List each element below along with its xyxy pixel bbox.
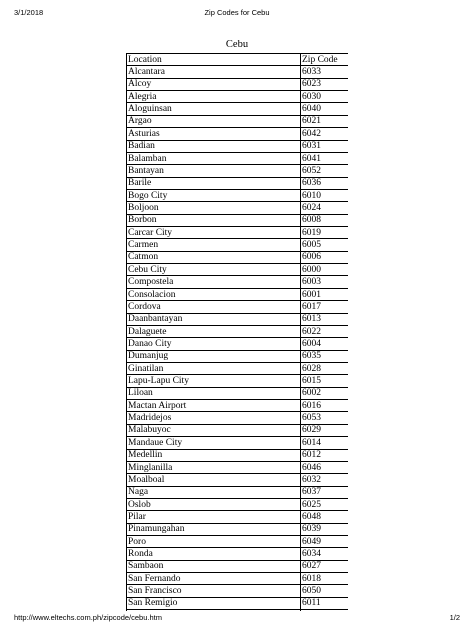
zip-code-cell xyxy=(301,610,349,611)
location-cell: San Fernando xyxy=(127,573,301,585)
zip-code-cell: 6029 xyxy=(301,424,349,436)
table-row xyxy=(127,449,349,461)
table-row xyxy=(127,239,349,251)
location-cell: Alegria xyxy=(127,91,301,103)
location-cell: Carmen xyxy=(127,239,301,251)
table-row xyxy=(127,498,349,510)
table-row xyxy=(127,115,349,127)
zip-code-cell: 6037 xyxy=(301,486,349,498)
location-cell: Lapu-Lapu City xyxy=(127,375,301,387)
table-body xyxy=(127,66,349,611)
location-cell: Boljoon xyxy=(127,202,301,214)
location-cell: Alcoy xyxy=(127,78,301,90)
zip-code-cell: 6019 xyxy=(301,227,349,239)
table-row xyxy=(127,486,349,498)
zip-code-cell: 6014 xyxy=(301,437,349,449)
table-row xyxy=(127,412,349,424)
location-cell: Consolacion xyxy=(127,288,301,300)
table-row xyxy=(127,424,349,436)
zip-code-cell: 6040 xyxy=(301,103,349,115)
zip-code-cell: 6018 xyxy=(301,573,349,585)
column-header-zip-code: Zip Code xyxy=(301,54,349,66)
table-row xyxy=(127,103,349,115)
location-cell: Minglanilla xyxy=(127,461,301,473)
location-cell xyxy=(127,610,301,611)
table-row xyxy=(127,227,349,239)
location-cell: Barile xyxy=(127,177,301,189)
zip-code-table-container xyxy=(126,53,348,611)
location-cell: Aloguinsan xyxy=(127,103,301,115)
location-cell: Liloan xyxy=(127,387,301,399)
zip-code-cell: 6049 xyxy=(301,536,349,548)
location-cell: Cebu City xyxy=(127,264,301,276)
location-cell: Sambaon xyxy=(127,560,301,572)
zip-code-cell: 6013 xyxy=(301,313,349,325)
table-row xyxy=(127,177,349,189)
location-cell: Medellin xyxy=(127,449,301,461)
zip-code-cell: 6023 xyxy=(301,78,349,90)
location-cell: Bogo City xyxy=(127,189,301,201)
location-cell: San Remigio xyxy=(127,597,301,609)
zip-code-cell: 6002 xyxy=(301,387,349,399)
table-row xyxy=(127,251,349,263)
table-row xyxy=(127,474,349,486)
table-row xyxy=(127,313,349,325)
table-row xyxy=(127,597,349,609)
print-footer-url: http://www.eltechs.com.ph/zipcode/cebu.htm xyxy=(14,613,162,622)
page-title: Cebu xyxy=(225,39,249,50)
zip-code-cell: 6041 xyxy=(301,152,349,164)
location-cell: Argao xyxy=(127,115,301,127)
zip-code-cell: 6000 xyxy=(301,264,349,276)
location-cell: Badian xyxy=(127,140,301,152)
table-row xyxy=(127,66,349,78)
zip-code-cell: 6039 xyxy=(301,523,349,535)
table-row xyxy=(127,338,349,350)
table-row xyxy=(127,140,349,152)
location-cell: Borbon xyxy=(127,214,301,226)
location-cell: Bantayan xyxy=(127,165,301,177)
table-row xyxy=(127,301,349,313)
table-header-row xyxy=(127,54,349,66)
table-row xyxy=(127,362,349,374)
zip-code-cell: 6025 xyxy=(301,498,349,510)
zip-code-cell: 6028 xyxy=(301,362,349,374)
location-cell: Naga xyxy=(127,486,301,498)
table-row xyxy=(127,165,349,177)
table-row xyxy=(127,152,349,164)
location-cell: Alcantara xyxy=(127,66,301,78)
location-cell: Moalboal xyxy=(127,474,301,486)
zip-code-cell: 6034 xyxy=(301,548,349,560)
zip-code-cell: 6035 xyxy=(301,350,349,362)
table-row xyxy=(127,536,349,548)
zip-code-cell: 6053 xyxy=(301,412,349,424)
zip-code-cell: 6004 xyxy=(301,338,349,350)
table-row xyxy=(127,276,349,288)
table-row xyxy=(127,573,349,585)
zip-code-cell: 6031 xyxy=(301,140,349,152)
zip-code-cell: 6042 xyxy=(301,128,349,140)
zip-code-cell: 6017 xyxy=(301,301,349,313)
zip-code-cell: 6022 xyxy=(301,325,349,337)
location-cell: Carcar City xyxy=(127,227,301,239)
table-row xyxy=(127,610,349,611)
zip-code-cell: 6021 xyxy=(301,115,349,127)
location-cell: Ginatilan xyxy=(127,362,301,374)
table-row xyxy=(127,400,349,412)
location-cell: Madridejos xyxy=(127,412,301,424)
table-row xyxy=(127,202,349,214)
location-cell: Mandaue City xyxy=(127,437,301,449)
table-row xyxy=(127,375,349,387)
location-cell: Balamban xyxy=(127,152,301,164)
zip-code-cell: 6008 xyxy=(301,214,349,226)
zip-code-cell: 6005 xyxy=(301,239,349,251)
zip-code-cell: 6033 xyxy=(301,66,349,78)
table-row xyxy=(127,548,349,560)
table-row xyxy=(127,78,349,90)
zip-code-cell: 6046 xyxy=(301,461,349,473)
location-cell: San Francisco xyxy=(127,585,301,597)
print-date: 3/1/2018 xyxy=(14,8,44,17)
page-number: 1/2 xyxy=(449,613,460,622)
location-cell: Dalaguete xyxy=(127,325,301,337)
zip-code-cell: 6048 xyxy=(301,511,349,523)
table-row xyxy=(127,461,349,473)
table-row xyxy=(127,437,349,449)
location-cell: Poro xyxy=(127,536,301,548)
location-cell: Compostela xyxy=(127,276,301,288)
location-cell: Asturias xyxy=(127,128,301,140)
zip-code-cell: 6024 xyxy=(301,202,349,214)
table-row xyxy=(127,523,349,535)
zip-code-cell: 6006 xyxy=(301,251,349,263)
zip-code-cell: 6036 xyxy=(301,177,349,189)
location-cell: Cordova xyxy=(127,301,301,313)
zip-code-cell: 6012 xyxy=(301,449,349,461)
print-header-title: Zip Codes for Cebu xyxy=(204,8,270,17)
location-cell: Malabuyoc xyxy=(127,424,301,436)
location-cell: Danao City xyxy=(127,338,301,350)
zip-code-cell: 6052 xyxy=(301,165,349,177)
location-cell: Catmon xyxy=(127,251,301,263)
table-row xyxy=(127,560,349,572)
location-cell: Pilar xyxy=(127,511,301,523)
zip-code-cell: 6050 xyxy=(301,585,349,597)
table-row xyxy=(127,350,349,362)
zip-code-cell: 6032 xyxy=(301,474,349,486)
table-row xyxy=(127,325,349,337)
location-cell: Ronda xyxy=(127,548,301,560)
table-row xyxy=(127,288,349,300)
zip-code-table xyxy=(126,53,348,611)
table-row xyxy=(127,91,349,103)
zip-code-cell: 6010 xyxy=(301,189,349,201)
zip-code-cell: 6015 xyxy=(301,375,349,387)
zip-code-cell: 6030 xyxy=(301,91,349,103)
zip-code-cell: 6001 xyxy=(301,288,349,300)
table-row xyxy=(127,264,349,276)
zip-code-cell: 6027 xyxy=(301,560,349,572)
zip-code-cell: 6003 xyxy=(301,276,349,288)
table-row xyxy=(127,387,349,399)
column-header-location: Location xyxy=(127,54,301,66)
table-row xyxy=(127,214,349,226)
table-row xyxy=(127,585,349,597)
location-cell: Oslob xyxy=(127,498,301,510)
location-cell: Mactan Airport xyxy=(127,400,301,412)
table-row xyxy=(127,189,349,201)
location-cell: Dumanjug xyxy=(127,350,301,362)
table-row xyxy=(127,128,349,140)
zip-code-cell: 6011 xyxy=(301,597,349,609)
location-cell: Pinamungahan xyxy=(127,523,301,535)
table-row xyxy=(127,511,349,523)
zip-code-cell: 6016 xyxy=(301,400,349,412)
location-cell: Daanbantayan xyxy=(127,313,301,325)
